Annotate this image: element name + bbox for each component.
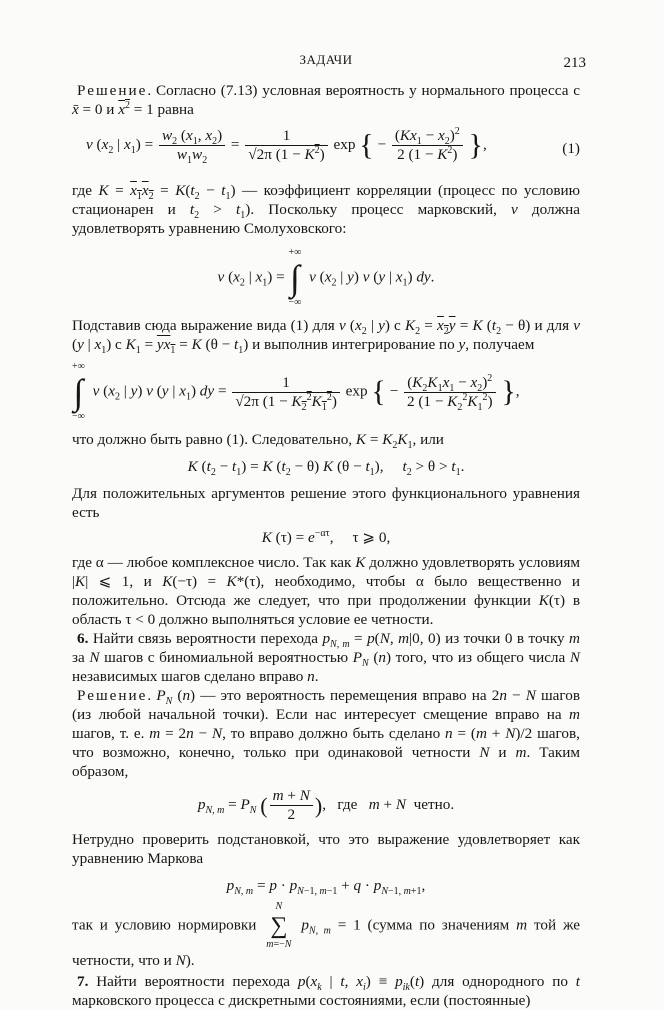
paragraph: Нетрудно проверить подстановкой, что это выражение удовлетворяет как уравнению Маркова	[72, 831, 580, 867]
problem-6: 6. Найти связь вероятности перехода $p_{N, m} = p(N$, m|0, 0) из точки 0 в точку m за N шагов с биномиальной вероятностью $P_N$ (n) того, что из общего числа N независимых шагов сделано вправо n.	[72, 630, 581, 685]
paragraph: где α — любое комплексное число. Так как K должно удовлетворять условиям |K| ⩽ 1, и K(−τ) = K*(τ), необходимо, чтобы α было вещественно и положительно. Отсюда же следует, что при продолжении функции K(τ) в область τ < 0 должно выполняться условие ее четности.	[72, 554, 581, 628]
equation-integral-result: +∞ ∫ −∞ v ($x_2$ | y) v (y | $x_1$) dy = $\frac{1}{√2\pi (1 - K_2^2K_1^2)}$ exp { − $\frac{(K_2K_1x_1 - x_2)^2}{2 (1 - K_2^2K_1^2)}$ },	[72, 361, 520, 422]
running-header	[72, 48, 586, 78]
equation-exponential: K $(\tau) = e^{-\alpha\tau}$, τ ⩾ 0,	[261, 527, 391, 546]
paragraph: так и условию нормировки N ∑ m=−N $p_{N, m} = 1$ (сумма по значениям m той же четности, что и N).	[72, 901, 580, 969]
paragraph: что должно быть равно (1). Следовательно, $K = K_2K_1$, или	[72, 431, 444, 452]
paragraph: Подставив сюда выражение вида (1) для v ($x_2$ | y) с $K_2 = x_2y = K$ $(t_2 - \theta)$ и для v (y | $x_1$) с $K_1 = yx_1 = K$ $(\theta - t_1)$ и выполнив интегрирование по y, получаем	[72, 317, 581, 357]
equation-number: (1)	[562, 140, 580, 157]
paragraph: Для положительных аргументов решение этого функционального уравнения есть	[72, 485, 580, 521]
equation-markov: $p_{N, m} = p \cdot p_{N-1, m-1} + q \cdot p_{N-1, m+1}$,	[226, 877, 426, 898]
problem-7: 7. Найти вероятности перехода $p(x_k$ | t, $x_i) \equiv p_{ik}(t)$ для однородного по t марковского процесса с дискретными состояниями, если (постоянные)	[72, 973, 580, 1009]
header-title: ЗАДАЧИ	[299, 52, 353, 67]
equation-smoluchowski: v ($x_2$ | $x_1$) = +∞ ∫ −∞ v ($x_2$ | y) v (y | $x_1$) dy.	[217, 247, 435, 308]
equation-functional: K $(t_2 - t_1) = K$ $(t_2 - \theta)$ K $(\theta - t_1)$, $t_2 > \theta > t_1$.	[187, 458, 465, 479]
paragraph: Решение. $P_N$ (n) — это вероятность перемещения вправо на 2n − N шагов (из любой начальной точки). Если нас интересует смещение вправо на m шагов, т. е. m = 2n − N, то вправо должно быть сделано n = (m + N)/2 шагов, что возможно, конечно, только при одинаковой четности N и m. Таким образом,	[72, 687, 581, 780]
page-body	[72, 48, 586, 1010]
page-number: 213	[563, 55, 586, 71]
paragraph: где $K = x_1x_2 = K(t_2 - t_1)$ — коэффициент корреляции (процесс по условию стационарен и $t_2 > t_1$). Поскольку процесс марковский, v должна удовлетворять уравнению Смолуховского:	[72, 182, 580, 237]
equation-binomial: $p_{N, m} = P_N$ ( $\frac{m + N}{2}$ ), где m + N четно.	[197, 787, 455, 823]
equation-1: v ($x_2$ | $x_1$) = $\frac{w_2 (x_1, x_2)}{w_1w_2}$ = $\frac{1}{√2\pi (1 - K^2)}$ exp { − $\frac{(Kx_1 - x_2)^2}{2 (1 - K^2)}$ }, (1)	[86, 125, 580, 167]
paragraph: Решение. Согласно (7.13) условная вероятность у нормального процесса с x̄ = 0 и $x^2 = 1$ равна	[72, 82, 580, 118]
